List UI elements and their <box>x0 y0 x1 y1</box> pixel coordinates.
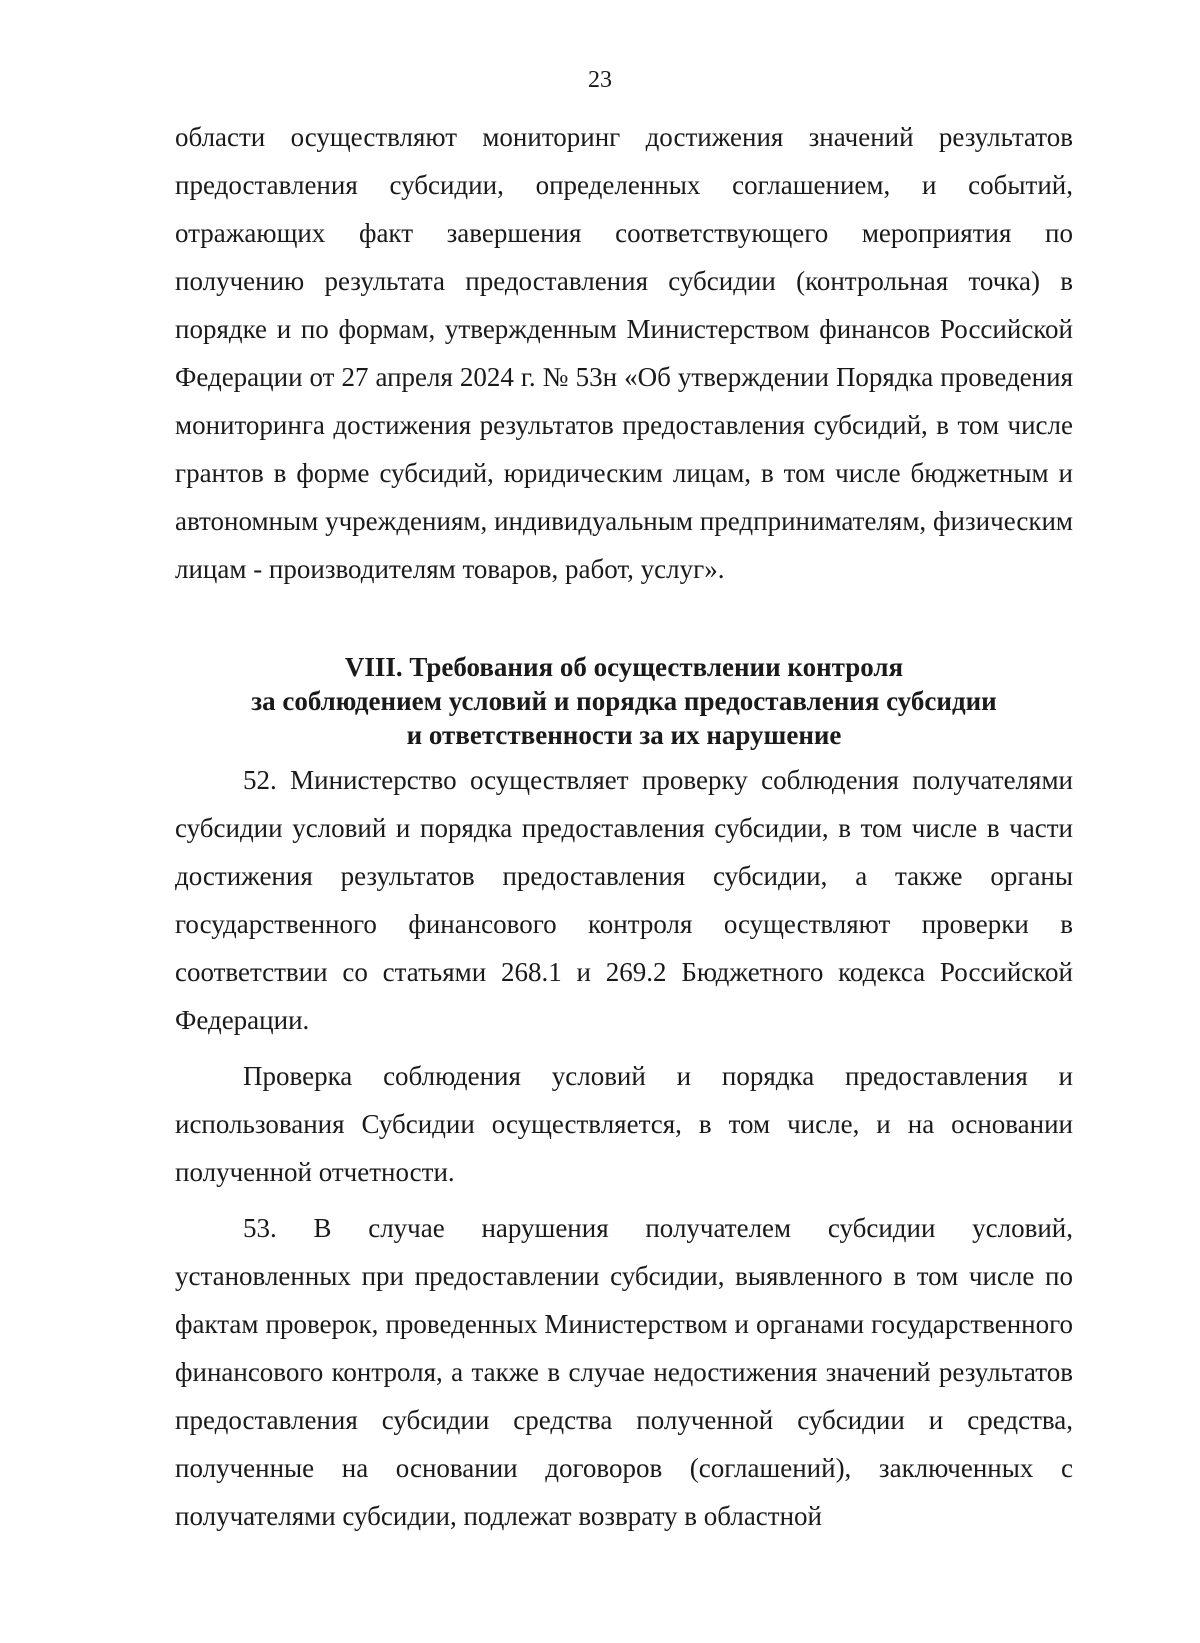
paragraph-52: 52. Министерство осуществляет проверку соблюдения получателями субсидии условий и порядка предоставления субсидии, в том числе в части достижения результатов предоставления субсидии, а также органы государственного финансового контроля осуществляют проверки в соответствии со статьями 268.1 и 269.2 Бюджетного кодекса Российской Федерации. <box>175 765 1073 1035</box>
section-heading-line-3: и ответственности за их нарушение <box>406 720 842 750</box>
paragraph-monitoring: области осуществляют мониторинг достижения значений результатов предоставления субсидии, определенных соглашением, и событий, отражающих факт завершения соответствующего мероприятия по получению результата предоставления субсидии (контрольная точка) в порядке и по формам, утвержденным Министерством финансов Российской Федерации от 27 апреля 2024 г. № 53н «Об утверждении Порядка проведения мониторинга достижения результатов предоставления субсидий, в том числе грантов в форме субсидий, юридическим лицам, в том числе бюджетным и автономным учреждениям, индивидуальным предпринимателям, физическим лицам - производителям товаров, работ, услуг». <box>175 122 1073 584</box>
paragraph-53: 53. В случае нарушения получателем субсидии условий, установленных при предоставлении субсидии, выявленного в том числе по фактам проверок, проведенных Министерством и органами государственного финансового контроля, а также в случае недостижения значений результатов предоставления субсидии средства полученной субсидии и средства, полученные на основании договоров (соглашений), заключенных с получателями субсидии, подлежат возврату в областной <box>175 1213 1073 1531</box>
paragraph-check: Проверка соблюдения условий и порядка предоставления и использования Субсидии осуществляется, в том числе, и на основании полученной отчетности. <box>175 1061 1073 1187</box>
text-block-bottom <box>175 756 1073 1540</box>
section-heading-line-1: VIII. Требования об осуществлении контроля <box>344 652 904 682</box>
section-heading <box>175 650 1073 752</box>
text-block-top <box>175 113 1073 593</box>
page-number: 23 <box>588 67 612 93</box>
section-heading-line-2: за соблюдением условий и порядка предоставления субсидии <box>251 686 997 716</box>
